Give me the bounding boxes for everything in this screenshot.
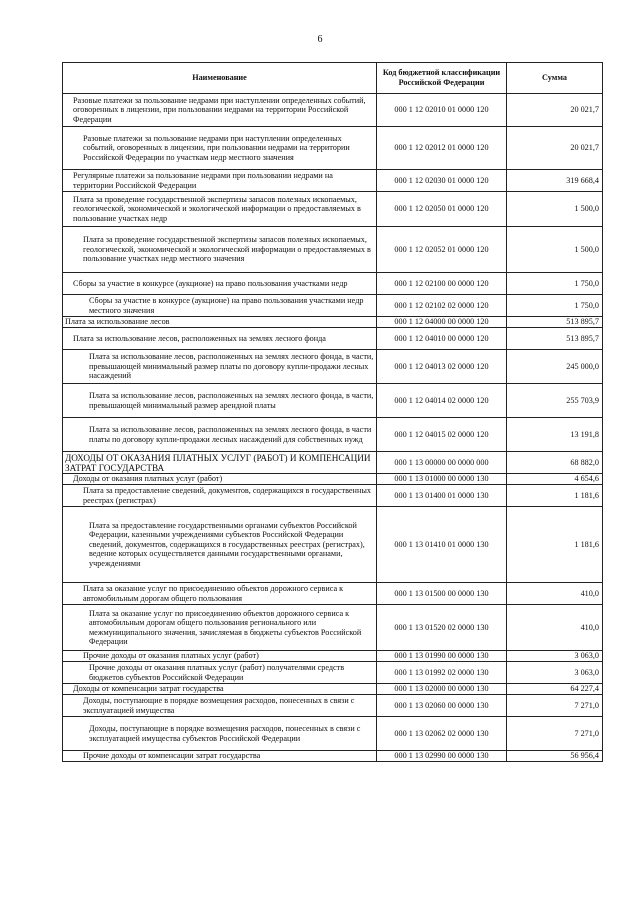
table-row — [63, 717, 603, 751]
row-sum: 245 000,0 — [507, 350, 603, 384]
table-row — [63, 485, 603, 507]
row-name: ДОХОДЫ ОТ ОКАЗАНИЯ ПЛАТНЫХ УСЛУГ (РАБОТ) И КОМПЕНСАЦИИ ЗАТРАТ ГОСУДАРСТВА — [63, 452, 377, 474]
table-row — [63, 583, 603, 605]
row-code: 000 1 13 00000 00 0000 000 — [377, 452, 507, 474]
row-name: Плата за предоставление государственными органами субъектов Российской Федерации, казенными учреждениями субъектов Российской Федерации сведений, документов, содержащихся в государственных реестрах (регистрах), ведение которых осуществляется данными государственными органами, учреждениями — [63, 507, 377, 583]
row-name: Плата за предоставление сведений, документов, содержащихся в государственных реестрах (регистрах) — [63, 485, 377, 507]
row-code: 000 1 12 04013 02 0000 120 — [377, 350, 507, 384]
row-sum: 1 750,0 — [507, 295, 603, 317]
row-code: 000 1 13 02062 02 0000 130 — [377, 717, 507, 751]
row-code: 000 1 13 02000 00 0000 130 — [377, 684, 507, 695]
row-name: Прочие доходы от оказания платных услуг (работ) — [63, 651, 377, 662]
row-sum: 13 191,8 — [507, 418, 603, 452]
table-row — [63, 507, 603, 583]
row-sum: 56 956,4 — [507, 751, 603, 762]
table-row — [63, 474, 603, 485]
table-row — [63, 684, 603, 695]
row-name: Сборы за участие в конкурсе (аукционе) на право пользования участками недр местного значения — [63, 295, 377, 317]
row-code: 000 1 12 04014 02 0000 120 — [377, 384, 507, 418]
row-code: 000 1 13 01520 02 0000 130 — [377, 605, 507, 651]
row-sum: 3 063,0 — [507, 651, 603, 662]
row-sum: 1 500,0 — [507, 227, 603, 273]
page-number: 6 — [317, 34, 323, 45]
row-sum: 1 500,0 — [507, 192, 603, 227]
row-sum: 3 063,0 — [507, 662, 603, 684]
row-sum: 20 021,7 — [507, 94, 603, 127]
table-row — [63, 695, 603, 717]
row-sum: 319 668,4 — [507, 170, 603, 192]
row-name: Плата за проведение государственной экспертизы запасов полезных ископаемых, геологической, экономической и экологической информации о предоставляемых в пользование участках недр — [63, 192, 377, 227]
row-code: 000 1 12 02030 01 0000 120 — [377, 170, 507, 192]
table-body — [63, 94, 603, 762]
row-code: 000 1 12 02010 01 0000 120 — [377, 94, 507, 127]
table-row — [63, 127, 603, 170]
table-row — [63, 317, 603, 328]
row-name: Прочие доходы от компенсации затрат государства — [63, 751, 377, 762]
row-sum: 255 703,9 — [507, 384, 603, 418]
row-name: Регулярные платежи за пользование недрами при пользовании недрами на территории Российской Федерации — [63, 170, 377, 192]
row-sum: 7 271,0 — [507, 717, 603, 751]
row-sum: 410,0 — [507, 605, 603, 651]
row-code: 000 1 13 01410 01 0000 130 — [377, 507, 507, 583]
revenue-table — [62, 62, 603, 762]
header-code: Код бюджетной классификации Российской Федерации — [377, 63, 507, 94]
row-code: 000 1 13 01500 00 0000 130 — [377, 583, 507, 605]
row-sum: 68 882,0 — [507, 452, 603, 474]
row-name: Доходы, поступающие в порядке возмещения расходов, понесенных в связи с эксплуатацией имущества субъектов Российской Федерации — [63, 717, 377, 751]
row-code: 000 1 13 01990 00 0000 130 — [377, 651, 507, 662]
row-sum: 1 750,0 — [507, 273, 603, 295]
table-row — [63, 452, 603, 474]
row-sum: 513 895,7 — [507, 317, 603, 328]
row-code: 000 1 13 02990 00 0000 130 — [377, 751, 507, 762]
row-name: Плата за использование лесов, расположенных на землях лесного фонда, в части платы по договору купли-продажи лесных насаждений для собственных нужд — [63, 418, 377, 452]
row-code: 000 1 13 02060 00 0000 130 — [377, 695, 507, 717]
row-code: 000 1 12 02050 01 0000 120 — [377, 192, 507, 227]
row-name: Плата за оказание услуг по присоединению объектов дорожного сервиса к автомобильным дорогам общего пользования — [63, 583, 377, 605]
row-code: 000 1 13 01400 01 0000 130 — [377, 485, 507, 507]
row-name: Сборы за участие в конкурсе (аукционе) на право пользования участками недр — [63, 273, 377, 295]
row-code: 000 1 13 01000 00 0000 130 — [377, 474, 507, 485]
row-name: Прочие доходы от оказания платных услуг (работ) получателями средств бюджетов субъектов Российской Федерации — [63, 662, 377, 684]
table-row — [63, 170, 603, 192]
table-row — [63, 662, 603, 684]
table-row — [63, 751, 603, 762]
row-name: Плата за использование лесов, расположенных на землях лесного фонда, в части, превышающей минимальный размер арендной платы — [63, 384, 377, 418]
row-code: 000 1 12 02102 02 0000 120 — [377, 295, 507, 317]
table-row — [63, 94, 603, 127]
row-name: Разовые платежи за пользование недрами при наступлении определенных событий, оговоренных в лицензии, при пользовании недрами на территории Российской Федерации по участкам недр местного значения — [63, 127, 377, 170]
row-code: 000 1 12 04010 00 0000 120 — [377, 328, 507, 350]
table-row — [63, 227, 603, 273]
row-name: Доходы, поступающие в порядке возмещения расходов, понесенных в связи с эксплуатацией имущества — [63, 695, 377, 717]
table-row — [63, 651, 603, 662]
row-name: Доходы от оказания платных услуг (работ) — [63, 474, 377, 485]
table-row — [63, 273, 603, 295]
row-code: 000 1 12 04000 00 0000 120 — [377, 317, 507, 328]
table-header-row — [63, 63, 603, 94]
row-sum: 7 271,0 — [507, 695, 603, 717]
table-row — [63, 328, 603, 350]
row-code: 000 1 12 04015 02 0000 120 — [377, 418, 507, 452]
row-sum: 4 654,6 — [507, 474, 603, 485]
row-name: Плата за использование лесов — [63, 317, 377, 328]
row-sum: 64 227,4 — [507, 684, 603, 695]
row-code: 000 1 12 02012 01 0000 120 — [377, 127, 507, 170]
row-name: Разовые платежи за пользование недрами при наступлении определенных событий, оговоренных в лицензии, при пользовании недрами на территории Российской Федерации — [63, 94, 377, 127]
header-name: Наименование — [63, 63, 377, 94]
row-sum: 1 181,6 — [507, 507, 603, 583]
row-name: Плата за проведение государственной экспертизы запасов полезных ископаемых, геологической, экономической и экологической информации о предоставляемых в пользование участках недр местного значения — [63, 227, 377, 273]
table-row — [63, 295, 603, 317]
table-row — [63, 384, 603, 418]
table-row — [63, 192, 603, 227]
row-sum: 513 895,7 — [507, 328, 603, 350]
row-code: 000 1 13 01992 02 0000 130 — [377, 662, 507, 684]
row-name: Плата за использование лесов, расположенных на землях лесного фонда — [63, 328, 377, 350]
row-sum: 410,0 — [507, 583, 603, 605]
table-row — [63, 605, 603, 651]
row-name: Плата за оказание услуг по присоединению объектов дорожного сервиса к автомобильным дорогам общего пользования регионального или межмуниципального значения, зачисляемая в бюджеты субъектов Российской Федерации — [63, 605, 377, 651]
header-sum: Сумма — [507, 63, 603, 94]
row-name: Доходы от компенсации затрат государства — [63, 684, 377, 695]
row-name: Плата за использование лесов, расположенных на землях лесного фонда, в части, превышающей минимальный размер платы по договору купли-продажи лесных насаждений — [63, 350, 377, 384]
row-sum: 1 181,6 — [507, 485, 603, 507]
row-code: 000 1 12 02100 00 0000 120 — [377, 273, 507, 295]
table-row — [63, 418, 603, 452]
table-row — [63, 350, 603, 384]
row-sum: 20 021,7 — [507, 127, 603, 170]
row-code: 000 1 12 02052 01 0000 120 — [377, 227, 507, 273]
